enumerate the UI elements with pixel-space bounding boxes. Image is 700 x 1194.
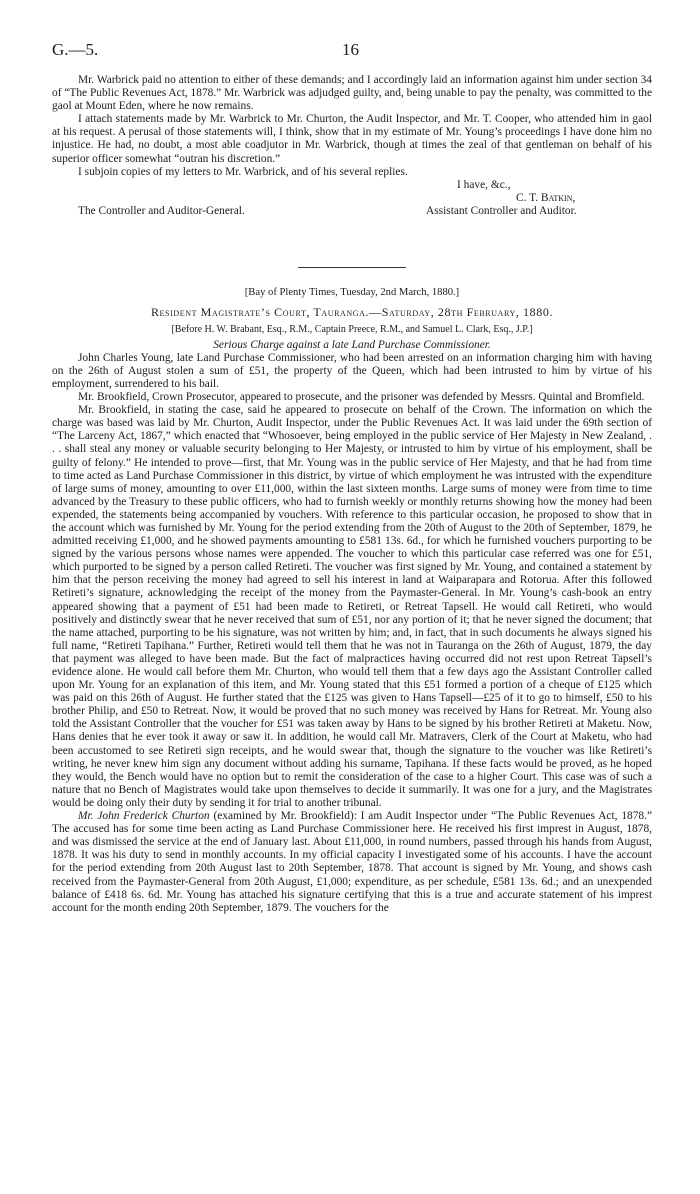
witness-paragraph xyxy=(52,810,652,915)
addressee: The Controller and Auditor-General. xyxy=(78,204,245,217)
closing-line: I have, &c., xyxy=(457,178,511,191)
signature: C. T. Batkin, xyxy=(516,191,576,204)
charge-heading: Serious Charge against a late Land Purchase Commissioner. xyxy=(213,338,491,351)
letter-paragraph: Mr. Warbrick paid no attention to either of these demands; and I accordingly laid an information against him under section 34 of “The Public Revenues Act, 1878.” Mr. Warbrick was adjudged guilty, and, being unable to pay the penalty, was committed to the gaol at Mount Eden, where he now remains. xyxy=(52,74,653,113)
witness-testimony: (examined by Mr. Brookfield): I am Audit Inspector under “The Public Revenues Act, 1878.” The accused has for some time been acting as Land Purchase Commissioner here. He received his first imprest in August, 1878, and was dismissed the service at the end of January last. About £11,000, in round numbers, passed through his hands from August, 1878. It was his duty to send in monthly accounts. In my official capacity I investigated some of his accounts. I have the account for the period extending from 20th August last to 20th September, 1878. That account is signed by Mr. Young, and shows cash received from the Paymaster-General from 20th August, £1,000; expenditure, as per schedule, £581 13s. 6d.; and an unexpended balance of £418 6s. 6d. Mr. Young has attached his signature certifying that this is a true and accurate statement of his imprest account for the month ending 20th September, 1879. The vouchers for the xyxy=(52,810,653,914)
page-header xyxy=(52,40,652,64)
article-body xyxy=(52,352,652,915)
letter-paragraph: I attach statements made by Mr. Warbrick to Mr. Churton, the Audit Inspector, and Mr. T. Cooper, who attended him in gaol at his request. A perusal of those statements will, I think, show that in my estimate of Mr. Young’s proceedings I have done him no injustice. He had, no doubt, a most able coadjutor in Mr. Warbrick, though at times the zeal of that gentleman on behalf of his superior officer somewhat “outran his discretion.” xyxy=(52,113,652,165)
page-id: G.—5. xyxy=(52,40,99,59)
article-dateline: [Bay of Plenty Times, Tuesday, 2nd March, 1880.] xyxy=(244,286,460,298)
article-paragraph: Mr. Brookfield, Crown Prosecutor, appeared to prosecute, and the prisoner was defended by Messrs. Quintal and Bromfield. xyxy=(78,391,645,404)
article-paragraph: John Charles Young, late Land Purchase Commissioner, who had been arrested on an information charging him with having on the 26th of August stolen a sum of £51, the property of the Queen, which had been intrusted to him by virtue of his employment, surrendered to his bail. xyxy=(52,351,652,390)
signer-title: Assistant Controller and Auditor. xyxy=(426,204,577,217)
letter-body xyxy=(52,74,652,179)
bench-line: [Before H. W. Brabant, Esq., R.M., Captain Preece, R.M., and Samuel L. Clark, Esq., J.P.] xyxy=(171,323,533,335)
section-divider xyxy=(298,267,406,268)
court-heading: Resident Magistrate’s Court, Tauranga.—Saturday, 28th February, 1880. xyxy=(150,304,554,319)
article-paragraph: Mr. Brookfield, in stating the case, said he appeared to prosecute on behalf of the Crown. The information on which the charge was based was laid by Mr. Churton, Audit Inspector, under the Public Revenues Act. It was laid under the 69th section of “The Larceny Act, 1867,” which enacted that “Whosoever, being employed in the public service of Her Majesty in New Zealand, . . . shall steal any money or valuable security belonging to Her Majesty, or intrusted to him by virtue of his employment, shall be guilty of felony.” He intended to prove—first, that Mr. Young was in the public service of Her Majesty, and that he had from time to time acted as Land Purchase Commissioner in this district, by virtue of which employment he was intrusted with the expenditure of large sums of money, amounting to over £11,000, within the last sixteen months. Large sums of money were from time to time advanced by the Treasury to these public officers, who had to furnish weekly or monthly returns showing how the money had been expended, the statements being accompanied by vouchers. With reference to this particular occasion, he proposed to show that in the account which was furnished by Mr. Young for the period extending from the 20th of August to the 20th of September, 1879, he admitted receiving £1,000, and he showed payments amounting to £581 13s. 6d., for which he furnished vouchers purporting to be signed by the various persons whose names were appended. The voucher to which this particular case referred was one for £51, which purported to be signed by a person called Retireti. The voucher was first signed by Mr. Young, and contained a statement by him that the person receiving the money had agreed to sell his interest in land at Waiparapara and Rotorua. After this followed Retireti’s signature, acknowledging the receipt of the money from the Paymaster-General. In Mr. Young’s cash-book an entry appeared showing that a payment of £51 had been made to Retireti, or Retreat Tapsell. He would call Retireti, who would positively and distinctly swear that he never received that sum of £51, nor any portion of it; that he never signed the document; that the name attached, purporting to be his signature, was not written by him; and, in fact, that in such documents he always signed his full name, “Retireti Tapihana.” Further, Retireti would tell them that he was not in Tauranga on the 26th of August, 1879, the day that payment was alleged to have been made. But the fact of malpractices having occurred did not rest upon Retreat Tapsell’s evidence alone. He would call before them Mr. Churton, who would tell them that a few days ago the Assistant Controller called upon Mr. Young for an explanation of this item, and Mr. Young stated that this £51 formed a portion of a cheque of £125 which was paid on this 26th of August. He further stated that the £125 was given to Hans Tapsell—£25 of it to go to himself, £50 to his brother Philip, and £50 to Retreat. Now, it would be proved that no such money was received by Hans for Retreat. Mr. Young also told the Assistant Controller that the voucher for £51 was taken away by Hans to be signed by his brother Retireti at Maketu. Now, Hans denies that he ever took it away or saw it. In addition, he would call Mr. Matravers, Clerk of the Court at Maketu, who had been accustomed to see Retireti sign receipts, and he would swear that, though the signature to the voucher was like Retireti’s writing, he never knew him sign any document without adding his surname, Tapihana. If these facts would be proved, as he hoped they would, the Bench would have no option but to remit the consideration of the case to a higher Court. This case was of such a nature that no Bench of Magistrates would take upon themselves to decide it summarily. It was one for a jury, and the Magistrates would be doing only their duty by sending it for trial to another tribunal. xyxy=(52,404,652,809)
letter-closing xyxy=(52,179,652,245)
witness-name: Mr. John Frederick Churton xyxy=(78,810,210,823)
letter-paragraph: I subjoin copies of my letters to Mr. Warbrick, and of his several replies. xyxy=(78,165,408,178)
page-number: 16 xyxy=(342,40,359,59)
